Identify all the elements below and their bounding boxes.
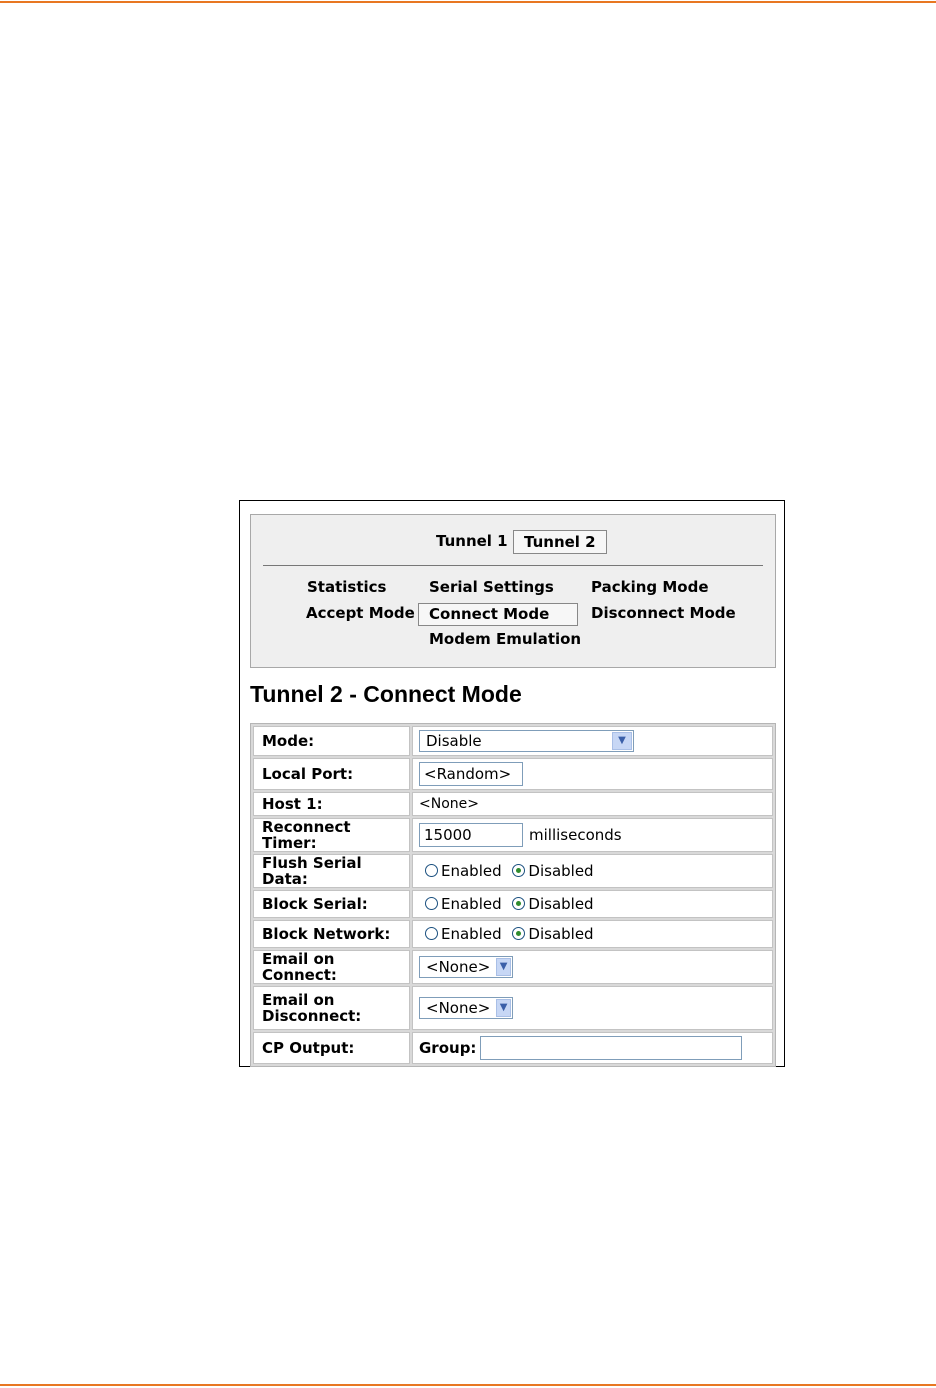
page-bottom-rule [0,1384,936,1386]
host-1-label: Host 1: [253,792,410,816]
tab-tunnel-1[interactable]: Tunnel 1 [436,532,508,550]
navigation-panel [250,514,776,668]
flush-serial-enabled-radio[interactable] [425,864,438,877]
row-flush-serial [253,854,773,888]
flush-serial-label: Flush Serial Data: [253,854,410,888]
local-port-input[interactable]: <Random> [419,762,523,786]
block-network-enabled-radio[interactable] [425,927,438,940]
block-serial-cell [412,890,773,918]
chevron-down-icon[interactable]: ▼ [496,999,511,1017]
reconnect-timer-label: Reconnect Timer: [253,818,410,852]
block-network-cell [412,920,773,948]
flush-serial-cell [412,854,773,888]
row-host-1 [253,792,773,816]
email-disconnect-label-line-2: Disconnect: [262,1007,362,1025]
block-serial-disabled-label: Disabled [528,895,594,913]
subnav-disconnect-mode[interactable]: Disconnect Mode [591,604,736,622]
mode-label: Mode: [253,726,410,756]
screenshot-frame [239,500,785,1067]
block-serial-enabled-radio[interactable] [425,897,438,910]
row-local-port [253,758,773,790]
row-block-network [253,920,773,948]
flush-serial-disabled-label: Disabled [528,862,594,880]
block-network-disabled-label: Disabled [528,925,594,943]
cp-output-cell [412,1032,773,1064]
chevron-down-icon[interactable]: ▼ [496,958,511,976]
subnav-accept-mode[interactable]: Accept Mode [306,604,415,622]
mode-cell [412,726,773,756]
block-serial-enabled-label: Enabled [441,895,502,913]
email-disconnect-select-value: <None> [426,999,491,1017]
tab-tunnel-2[interactable]: Tunnel 2 [513,530,607,554]
subnav-packing-mode[interactable]: Packing Mode [591,578,709,596]
reconnect-timer-unit: milliseconds [529,825,622,844]
group-label: Group: [419,1038,477,1057]
email-connect-cell [412,950,773,984]
flush-serial-enabled-label: Enabled [441,862,502,880]
subnav-connect-mode[interactable]: Connect Mode [418,603,578,626]
subnav-modem-emulation[interactable]: Modem Emulation [429,630,582,648]
row-reconnect-timer [253,818,773,852]
local-port-cell [412,758,773,790]
page-title: Tunnel 2 - Connect Mode [250,681,522,707]
nav-divider [263,565,763,566]
email-disconnect-label [253,986,410,1030]
cp-output-label: CP Output: [253,1032,410,1064]
row-email-disconnect [253,986,773,1030]
email-connect-select-value: <None> [426,958,491,976]
mode-select-value: Disable [426,732,482,750]
row-email-connect [253,950,773,984]
subnav-statistics[interactable]: Statistics [307,578,387,596]
local-port-label: Local Port: [253,758,410,790]
reconnect-timer-cell [412,818,773,852]
email-connect-label: Email on Connect: [253,950,410,984]
page-top-rule [0,1,936,3]
connect-mode-form [250,723,776,1067]
email-connect-select[interactable] [419,956,513,978]
block-network-label: Block Network: [253,920,410,948]
mode-select[interactable] [419,730,634,752]
block-serial-disabled-radio[interactable] [512,897,525,910]
subnav-serial-settings[interactable]: Serial Settings [429,578,554,596]
block-network-disabled-radio[interactable] [512,927,525,940]
row-cp-output [253,1032,773,1064]
row-mode [253,726,773,756]
group-input[interactable] [480,1036,742,1060]
email-disconnect-select[interactable] [419,997,513,1019]
row-block-serial [253,890,773,918]
host-1-value: <None> [412,792,773,816]
block-serial-label: Block Serial: [253,890,410,918]
chevron-down-icon[interactable]: ▼ [612,732,632,750]
block-network-enabled-label: Enabled [441,925,502,943]
email-disconnect-cell [412,986,773,1030]
reconnect-timer-input[interactable]: 15000 [419,823,523,847]
email-disconnect-label-line-1: Email on [262,991,335,1009]
flush-serial-disabled-radio[interactable] [512,864,525,877]
